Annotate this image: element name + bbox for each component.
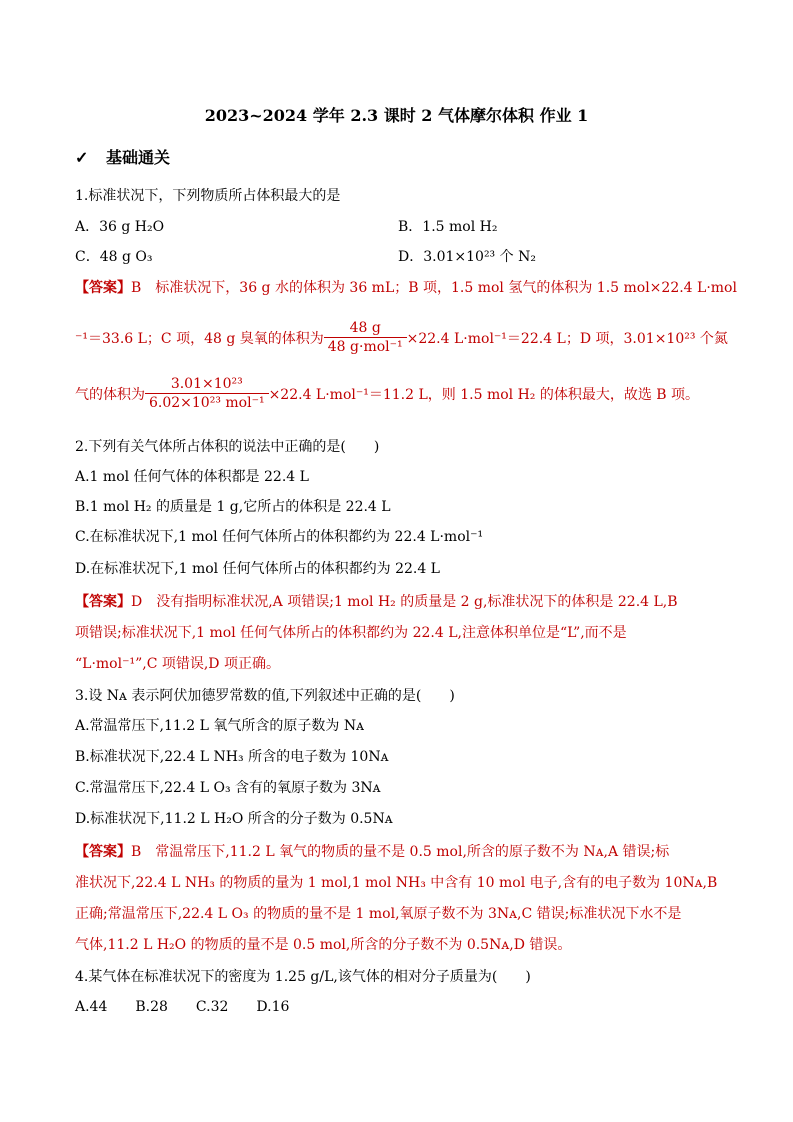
fraction [145, 375, 269, 412]
fraction [324, 319, 407, 356]
answer-tag: 【答案】 [75, 594, 131, 610]
answer-text: ×22.4 L·mol⁻¹＝22.4 L；D 项，3.01×10²³ 个氮 [406, 331, 728, 347]
q1-answer-line-2 [75, 320, 728, 358]
q4-stem: 4.某气体在标准状况下的密度为 1.25 g/L,该气体的相对分子质量为( ) [75, 969, 531, 985]
checkmark-icon: ✓ [75, 148, 89, 167]
answer-tag: 【答案】 [75, 280, 131, 296]
q3-answer-line-1 [75, 842, 669, 862]
answer-text: B 标准状况下，36 g 水的体积为 36 mL；B 项，1.5 mol 氢气的体积为 1.5 mol×22.4 L·mol [131, 280, 737, 296]
q2-option-a: A.1 mol 任何气体的体积都是 22.4 L [75, 469, 309, 485]
q1-option-a: A．36 g H₂O [75, 219, 165, 235]
q1-option-b: B．1.5 mol H₂ [398, 219, 498, 235]
q4-options: A.44 B.28 C.32 D.16 [75, 999, 290, 1015]
q2-answer-line-2: 项错误;标准状况下,1 mol 任何气体所占的体积都约为 22.4 L,注意体积单位是“L”,而不是 [75, 625, 627, 641]
q3-option-a: A.常温常压下,11.2 L 氧气所含的原子数为 Nᴀ [75, 718, 364, 734]
fraction-denominator: 48 g·mol⁻¹ [327, 338, 403, 355]
q2-option-c: C.在标准状况下,1 mol 任何气体所占的体积都约为 22.4 L·mol⁻¹ [75, 529, 484, 545]
q2-answer-line-3: “L·mol⁻¹”,C 项错误,D 项正确。 [75, 656, 280, 672]
answer-tag: 【答案】 [75, 844, 131, 860]
q3-option-b: B.标准状况下,22.4 L NH₃ 所含的电子数为 10Nᴀ [75, 749, 389, 765]
q1-answer-line-1 [75, 278, 737, 298]
answer-text: 气的体积为 [75, 387, 145, 403]
section-heading [75, 148, 170, 168]
q3-answer-line-3: 正确;常温常压下,22.4 L O₃ 的物质的量不是 1 mol,氧原子数不为 3Nᴀ,C 错误;标准状况下水不是 [75, 906, 682, 922]
q3-stem: 3.设 Nᴀ 表示阿伏加德罗常数的值,下列叙述中正确的是( ) [75, 688, 455, 704]
answer-text: ⁻¹＝33.6 L；C 项，48 g 臭氧的体积为 [75, 331, 324, 347]
q1-option-c: C．48 g O₃ [75, 249, 153, 265]
q2-answer-line-1 [75, 592, 678, 612]
fraction-numerator: 3.01×10²³ [145, 375, 269, 394]
q1-answer-line-3 [75, 376, 699, 414]
answer-text: D 没有指明标准状况,A 项错误;1 mol H₂ 的质量是 2 g,标准状况下的体积是 22.4 L,B [131, 594, 678, 610]
fraction-numerator: 48 g [324, 319, 407, 338]
q1-option-d: D．3.01×10²³ 个 N₂ [398, 249, 536, 265]
q1-stem: 1.标准状况下，下列物质所占体积最大的是 [75, 188, 341, 204]
section-label: 基础通关 [105, 148, 170, 167]
page-title: 2023~2024 学年 2.3 课时 2 气体摩尔体积 作业 1 [204, 106, 589, 125]
q2-option-b: B.1 mol H₂ 的质量是 1 g,它所占的体积是 22.4 L [75, 499, 391, 515]
q2-option-d: D.在标准状况下,1 mol 任何气体所占的体积都约为 22.4 L [75, 561, 440, 577]
answer-text: B 常温常压下,11.2 L 氧气的物质的量不是 0.5 mol,所含的原子数不为 Nᴀ,A 错误;标 [131, 844, 670, 860]
q3-answer-line-2: 准状况下,22.4 L NH₃ 的物质的量为 1 mol,1 mol NH₃ 中含有 10 mol 电子,含有的电子数为 10Nᴀ,B [75, 875, 718, 891]
q3-answer-line-4: 气体,11.2 L H₂O 的物质的量不是 0.5 mol,所含的分子数不为 0.5Nᴀ,D 错误。 [75, 937, 572, 953]
fraction-denominator: 6.02×10²³ mol⁻¹ [149, 394, 265, 411]
q3-option-c: C.常温常压下,22.4 L O₃ 含有的氧原子数为 3Nᴀ [75, 780, 381, 796]
q2-stem: 2.下列有关气体所占体积的说法中正确的是( ) [75, 439, 380, 455]
q3-option-d: D.标准状况下,11.2 L H₂O 所含的分子数为 0.5Nᴀ [75, 811, 393, 827]
answer-text: ×22.4 L·mol⁻¹＝11.2 L，则 1.5 mol H₂ 的体积最大，故选 B 项。 [268, 387, 700, 403]
